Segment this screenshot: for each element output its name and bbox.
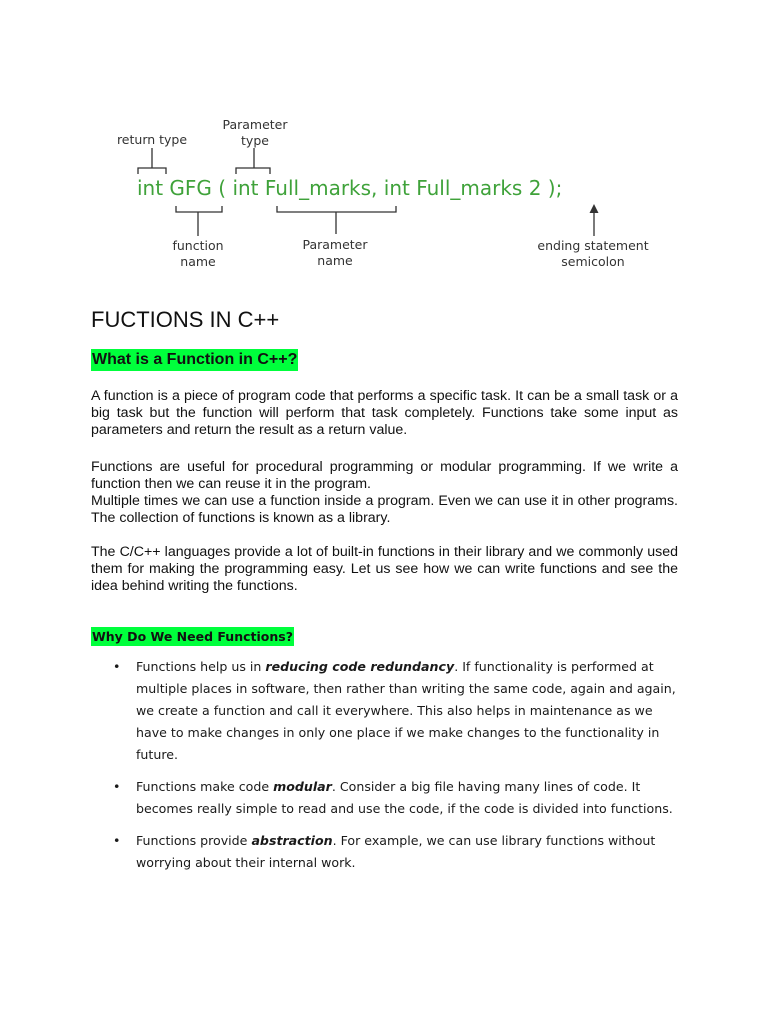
list-item-text-post: . For example, we can use library functions without worrying about their internal work. <box>136 833 656 870</box>
list-item-text-post: . If functionality is performed at multiple places in software, then rather than writing the same code, again and again, we create a function and call it everywhere. This also helps in maintenance as we have to make changes in only one place if we make changes to the functionality in future. <box>136 659 676 762</box>
function-syntax-diagram <box>0 0 768 290</box>
reasons-list <box>91 656 681 884</box>
ending-semicolon-label: ending statement semicolon <box>537 238 649 269</box>
list-item-text-pre: Functions help us in <box>136 659 266 674</box>
list-item <box>91 830 681 874</box>
list-item-emphasis: reducing code redundancy <box>265 659 455 674</box>
bullet-icon: • <box>113 833 121 848</box>
section-heading-why-functions: Why Do We Need Functions? <box>92 629 293 644</box>
paragraph-definition: A function is a piece of program code that performs a specific task. It can be a small task or a big task but the function will perform that task completely. Functions take some input as parameters and return the result as a return value. <box>91 388 678 438</box>
function-name-label: function name <box>172 238 224 269</box>
parameter-type-label: Parameter type <box>222 117 288 148</box>
paragraph-builtin: The C/C++ languages provide a lot of built-in functions in their library and we commonly used them for making the programming easy. Let us see how we can write functions and see the idea behind writing the functions. <box>91 544 678 594</box>
paragraph-usefulness: Functions are useful for procedural programming or modular programming. If we write a function then we can reuse it in the program. <box>91 459 678 492</box>
arrow-head-icon <box>590 204 599 213</box>
list-item-text-pre: Functions make code <box>136 779 274 794</box>
parameter-name-label: Parameter name <box>302 237 368 268</box>
bullet-icon: • <box>113 779 121 794</box>
parameter-type-bracket <box>236 148 270 174</box>
list-item-emphasis: modular <box>273 779 332 794</box>
bullet-icon: • <box>113 659 121 674</box>
return-type-bracket <box>138 148 166 174</box>
section-heading-what-is-function: What is a Function in C++? <box>91 349 298 371</box>
return-type-label: return type <box>116 132 188 147</box>
diagram-brackets <box>0 0 768 290</box>
list-item-text-post: . Consider a big file having many lines of code. It becomes really simple to read and use the code, if the code is divided into functions. <box>136 779 673 816</box>
list-item-emphasis: abstraction <box>251 833 333 848</box>
list-item <box>91 656 681 766</box>
list-item-text-pre: Functions provide <box>136 833 252 848</box>
page-title: FUCTIONS IN C++ <box>91 307 280 332</box>
list-item <box>91 776 681 820</box>
parameter-name-bracket <box>277 206 396 234</box>
paragraph-library: Multiple times we can use a function inside a program. Even we can use it in other programs. The collection of functions is known as a library. <box>91 493 678 526</box>
function-name-bracket <box>176 206 222 236</box>
function-declaration-code: int GFG ( int Full_marks, int Full_marks 2 ); <box>137 176 563 200</box>
